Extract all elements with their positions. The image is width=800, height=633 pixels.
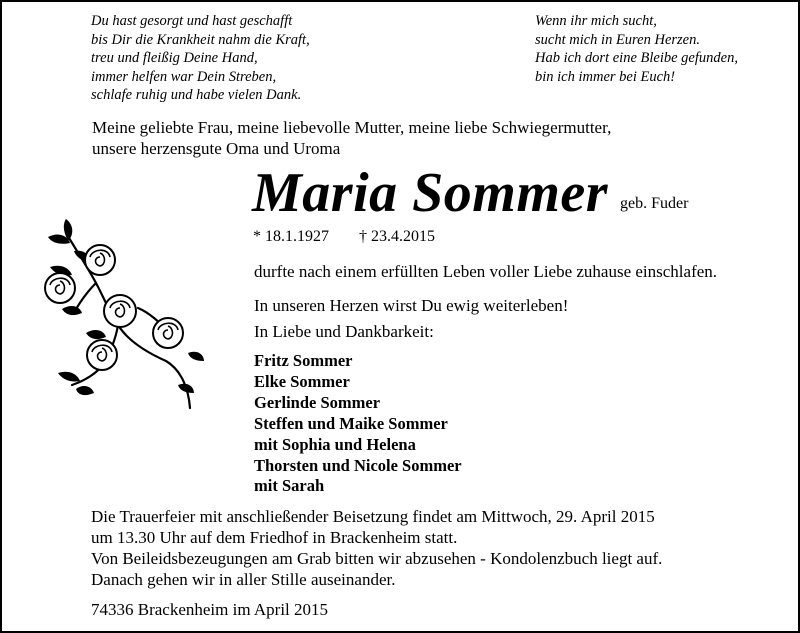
poem-line: immer helfen war Dein Streben, xyxy=(91,68,277,85)
signer: Elke Sommer xyxy=(254,371,350,391)
love-message: In Liebe und Dankbarkeit: xyxy=(254,322,434,341)
closing-line: um 13.30 Uhr auf dem Friedhof in Brackenheim statt. xyxy=(91,528,458,547)
passed-message: durfte nach einem erfüllten Leben voller Liebe zuhause einschlafen. xyxy=(254,262,718,281)
signer: Steffen und Maike Sommer xyxy=(254,413,448,433)
deceased-name: Maria Sommer xyxy=(252,162,609,224)
closing-line: Von Beileidsbezeugungen am Grab bitten wir abzusehen - Kondolenzbuch liegt auf. xyxy=(91,549,663,568)
intro-line: Meine geliebte Frau, meine liebevolle Mutter, meine liebe Schwiegermutter, xyxy=(92,118,612,137)
signer: mit Sarah xyxy=(254,476,325,496)
poem-line: Wenn ihr mich sucht, xyxy=(535,13,657,29)
poem-left xyxy=(91,12,310,105)
closing-line: Die Trauerfeier mit anschließender Beisetzung findet am Mittwoch, 29. April 2015 xyxy=(91,507,655,526)
life-dates xyxy=(253,228,435,246)
signer: Fritz Sommer xyxy=(254,351,353,370)
hearts-message: In unseren Herzen wirst Du ewig weiterleben! xyxy=(254,296,569,315)
poem-line: treu und fleißig Deine Hand, xyxy=(91,50,258,66)
rose-branch-icon xyxy=(38,213,208,413)
place-date: 74336 Brackenheim im April 2015 xyxy=(91,600,329,619)
signer: Thorsten und Nicole Sommer xyxy=(254,455,462,475)
signer: Gerlinde Sommer xyxy=(254,392,381,412)
closing-line: Danach gehen wir in aller Stille auseinander. xyxy=(91,570,396,589)
poem-right xyxy=(535,12,738,86)
poem-line: Hab ich dort eine Bleibe gefunden, xyxy=(535,50,738,66)
birth-date: * 18.1.1927 xyxy=(253,228,329,245)
intro-text xyxy=(92,117,611,159)
intro-line: unsere herzensgute Oma und Uroma xyxy=(92,139,341,158)
signer: mit Sophia und Helena xyxy=(254,434,416,454)
death-date: † 23.4.2015 xyxy=(359,228,435,245)
poem-line: bis Dir die Krankheit nahm die Kraft, xyxy=(91,31,310,48)
poem-line: Du hast gesorgt und hast geschafft xyxy=(91,13,293,29)
poem-line: sucht mich in Euren Herzen. xyxy=(535,31,700,48)
poem-line: bin ich immer bei Euch! xyxy=(535,68,676,85)
birth-name: geb. Fuder xyxy=(620,195,689,212)
signers-list xyxy=(254,351,462,497)
closing-text xyxy=(91,506,662,590)
poem-line: schlafe ruhig und habe vielen Dank. xyxy=(91,87,302,103)
